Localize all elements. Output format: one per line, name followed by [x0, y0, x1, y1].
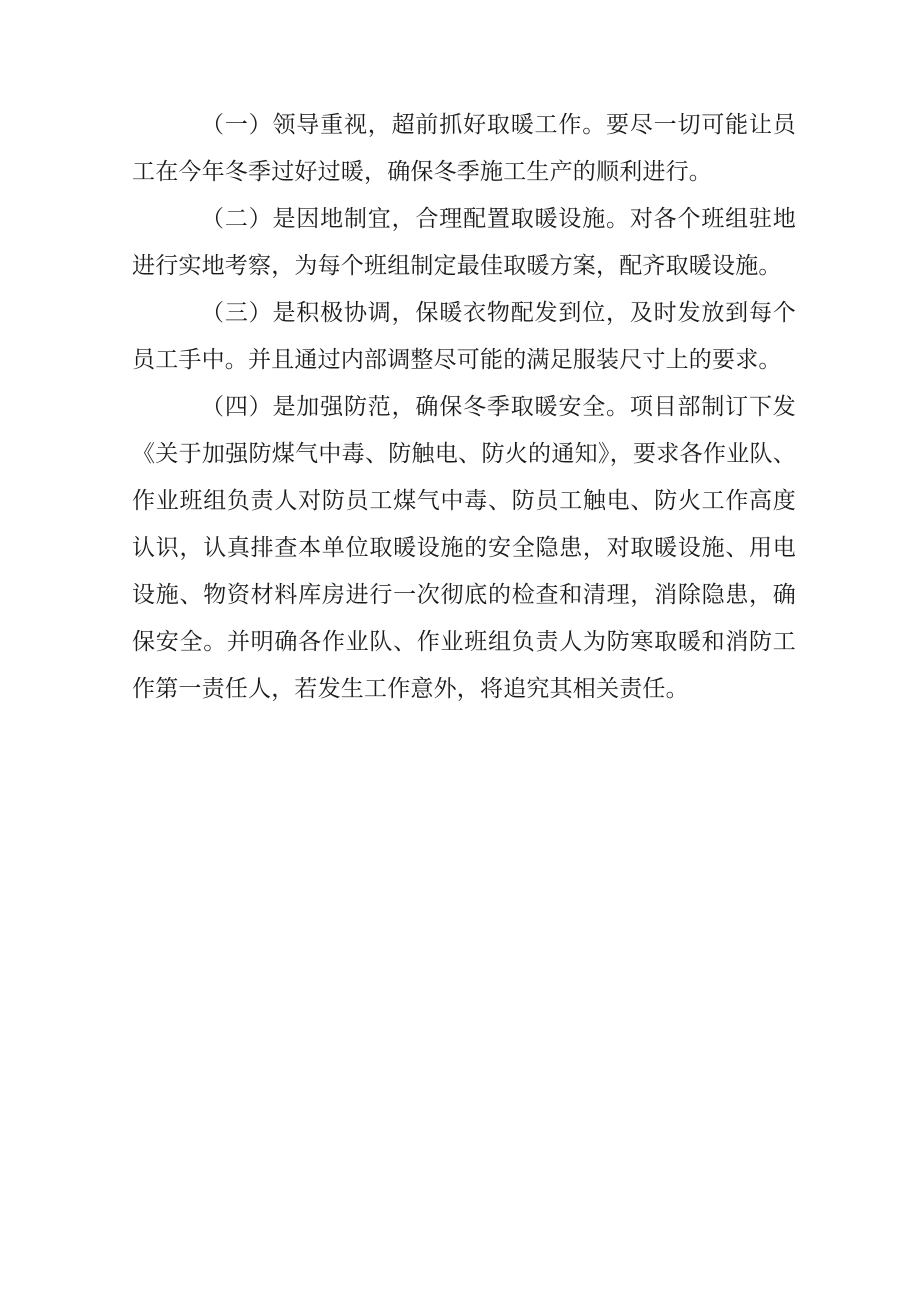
- paragraph-2: （二）是因地制宜，合理配置取暖设施。对各个班组驻地进行实地考察，为每个班组制定最佳取暖方案，配齐取暖设施。: [132, 206, 796, 279]
- document-body: [132, 102, 796, 713]
- paragraph-4: （四）是加强防范，确保冬季取暖安全。项目部制订下发《关于加强防煤气中毒、防触电、防火的通知》，要求各作业队、作业班组负责人对防员工煤气中毒、防员工触电、防火工作高度认识，认真排查本单位取暖设施的安全隐患，对取暖设施、用电设施、物资材料库房进行一次彻底的检查和清理，消除隐患，确保安全。并明确各作业队、作业班组负责人为防寒取暖和消防工作第一责任人，若发生工作意外，将追究其相关责任。: [132, 394, 796, 702]
- paragraph-3: （三）是积极协调，保暖衣物配发到位，及时发放到每个员工手中。并且通过内部调整尽可能的满足服装尺寸上的要求。: [132, 300, 796, 373]
- paragraph-1: （一）领导重视，超前抓好取暖工作。要尽一切可能让员工在今年冬季过好过暖，确保冬季施工生产的顺利进行。: [132, 112, 796, 185]
